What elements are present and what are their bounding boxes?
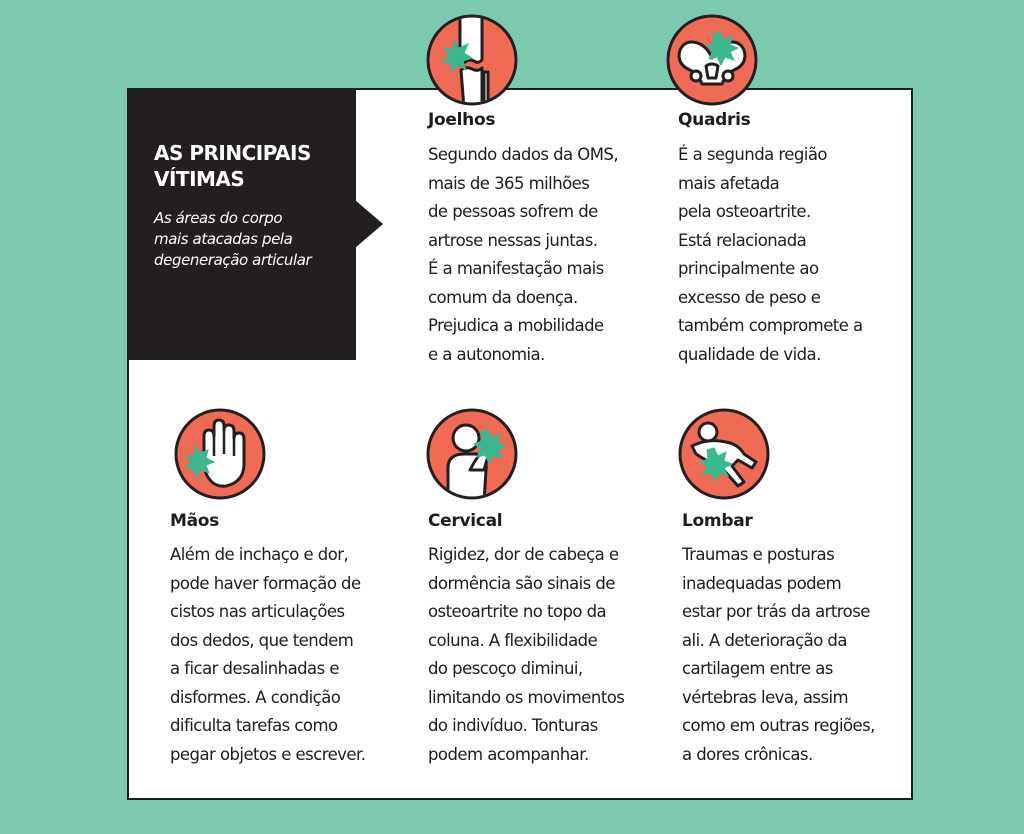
header-title: AS PRINCIPAIS VÍTIMAS [154, 141, 311, 191]
item-text-cervical: Rigidez, dor de cabeça e dormência são sinais de osteoartrite no topo da coluna. A flexibilidade do pescoço diminui, limitando os movimentos do indivíduo. Tonturas podem acompanhar. [428, 545, 625, 764]
item-title-quadris: Quadris [678, 110, 751, 130]
item-text-lombar: Traumas e posturas inadequadas podem estar por trás da artrose ali. A deterioração da cartilagem entre as vértebras leva, assim como em outras regiões, a dores crônicas. [682, 545, 875, 764]
item-title-maos: Mãos [170, 511, 219, 531]
knee-icon [426, 14, 518, 106]
item-text-maos: Além de inchaço e dor, pode haver formação de cistos nas articulações dos dedos, que tendem a ficar desalinhadas e disformes. A condição dificulta tarefas como pegar objetos e escrever. [170, 545, 366, 764]
hand-icon [174, 408, 266, 500]
item-text-joelhos: Segundo dados da OMS, mais de 365 milhões de pessoas sofrem de artrose nessas juntas. É a manifestação mais comum da doença. Prejudica a mobilidade e a autonomia. [428, 145, 619, 364]
header-box [127, 88, 356, 360]
header-subtitle: As áreas do corpo mais atacadas pela degeneração articular [154, 209, 312, 269]
item-title-cervical: Cervical [428, 511, 503, 531]
header-arrow [355, 200, 383, 248]
hip-icon [666, 14, 758, 106]
item-text-quadris: É a segunda região mais afetada pela osteoartrite. Está relacionada principalmente ao excesso de peso e também compromete a qualidade de vida. [678, 145, 863, 364]
item-title-lombar: Lombar [682, 511, 753, 531]
lower-back-icon [678, 408, 770, 500]
item-title-joelhos: Joelhos [428, 110, 496, 130]
neck-icon [426, 408, 518, 500]
